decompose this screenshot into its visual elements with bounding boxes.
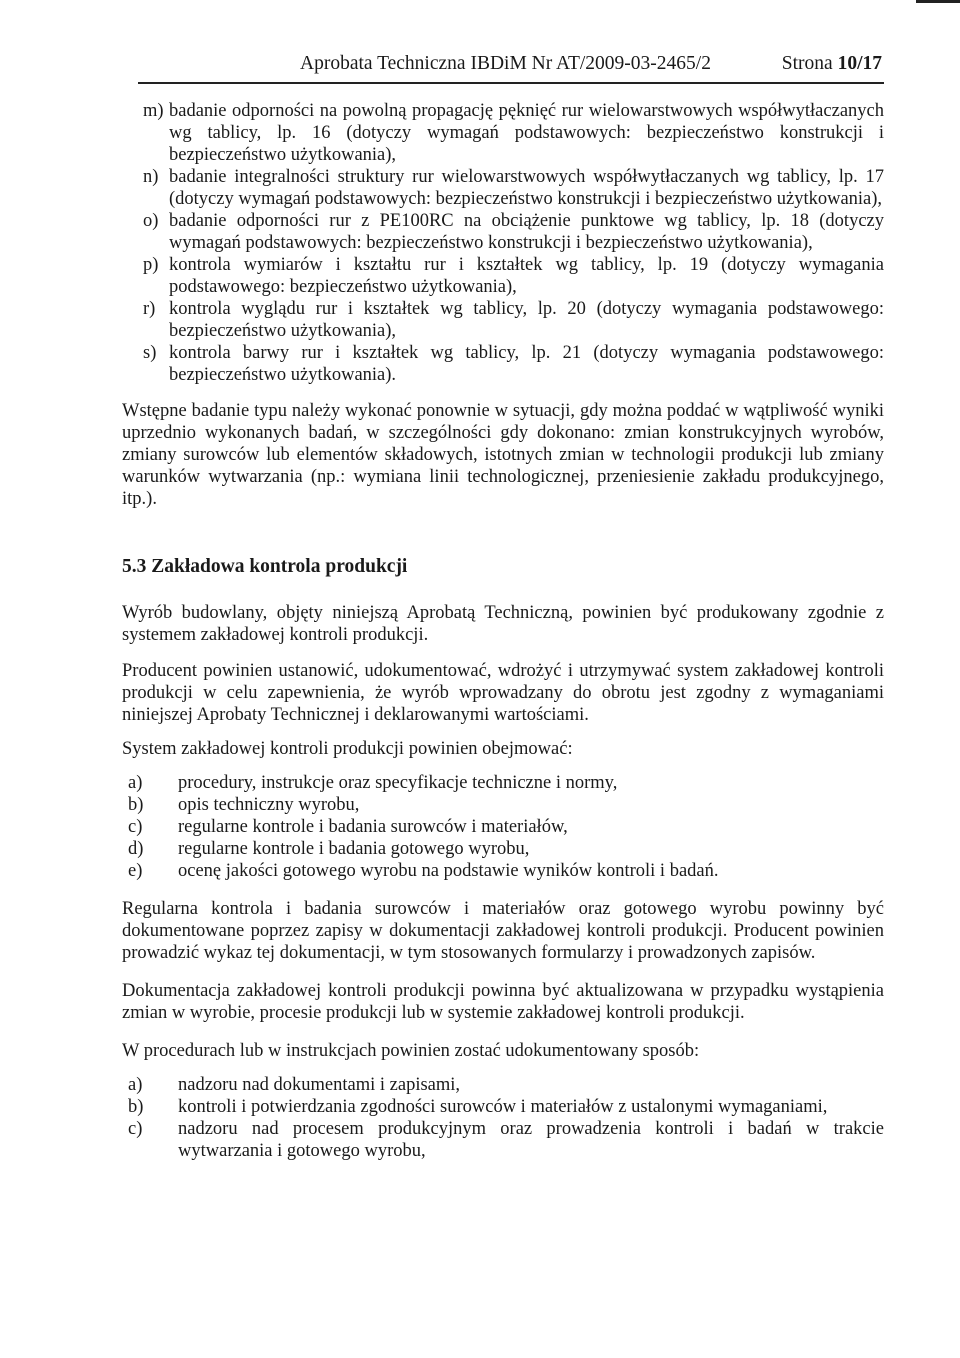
- paragraph: System zakładowej kontroli produkcji powinien obejmować:: [122, 739, 573, 759]
- section-title: Zakładowa kontrola produkcji: [151, 556, 408, 577]
- list-item-text: kontroli i potwierdzania zgodności surowców i materiałów z ustalonymi wymaganiami,: [178, 1097, 828, 1117]
- list-item: [143, 342, 884, 386]
- list-item: [128, 838, 884, 860]
- list-item-label: a): [128, 773, 143, 793]
- list-item: [143, 210, 884, 254]
- page-number-value: 10/17: [837, 53, 882, 74]
- list-item-text: regularne kontrole i badania gotowego wyrobu,: [178, 839, 530, 859]
- list-item-text: regularne kontrole i badania surowców i materiałów,: [178, 817, 568, 837]
- list-item-text: nadzoru nad dokumentami i zapisami,: [178, 1075, 461, 1095]
- list-item-label: c): [128, 1119, 143, 1139]
- paragraph: Wyrób budowlany, objęty niniejszą Aprobatą Techniczną, powinien być produkowany zgodnie z systemem zakładowej kontroli produkcji.: [122, 603, 884, 645]
- list-item: [143, 298, 884, 342]
- list-item-label: o): [143, 211, 159, 231]
- list-item: [128, 794, 884, 816]
- list-item: [128, 816, 884, 838]
- page-label: Strona: [781, 53, 833, 74]
- page-number: [782, 52, 882, 76]
- list-item-label: m): [143, 101, 164, 121]
- section-number: 5.3: [122, 556, 147, 577]
- list-item-label: b): [128, 795, 144, 815]
- list-item-label: s): [143, 343, 157, 363]
- list-item: [143, 100, 884, 166]
- list-item-label: e): [128, 861, 143, 881]
- paragraph: Producent powinien ustanowić, udokumentować, wdrożyć i utrzymywać system zakładowej kontroli produkcji w celu zapewnienia, że wyrób wprowadzany do obrotu jest zgodny z wymaganiami niniejszej Aprobaty Technicznej i deklarowanymi wartościami.: [122, 661, 884, 725]
- list-item-label: a): [128, 1075, 143, 1095]
- list-item-label: p): [143, 255, 159, 275]
- list-item-label: r): [143, 299, 156, 319]
- list-item-text: kontrola wyglądu rur i kształtek wg tablicy, lp. 20 (dotyczy wymagania podstawowego: bezpieczeństwo użytkowania),: [169, 299, 884, 341]
- list-item-text: kontrola wymiarów i kształtu rur i kształtek wg tablicy, lp. 19 (dotyczy wymagania podstawowego: bezpieczeństwo użytkowania),: [169, 255, 884, 297]
- list-item-text: badanie odporności rur z PE100RC na obciążenie punktowe wg tablicy, lp. 18 (dotyczy wymagań podstawowych: bezpieczeństwo konstrukcji i bezpieczeństwo użytkowania),: [169, 211, 884, 253]
- tests-list: [143, 100, 884, 386]
- paragraph: W procedurach lub w instrukcjach powinien zostać udokumentowany sposób:: [122, 1041, 700, 1061]
- list-item-text: nadzoru nad procesem produkcyjnym oraz prowadzenia kontroli i badań w trakcie wytwarzania i gotowego wyrobu,: [178, 1119, 884, 1161]
- paragraph-initial-testing: Wstępne badanie typu należy wykonać ponownie w sytuacji, gdy można poddać w wątpliwość wyniki uprzednio wykonanych badań, w szczególności gdy dokonano: zmian konstrukcyjnych wyrobów, zmiany surowców lub elementów składowych, istotnych zmian w technologii produkcji lub zmiany warunków wytwarzania (np.: wymiana linii technologicznej, przeniesienie zakładu produkcyjnego, itp.).: [122, 401, 884, 509]
- list-item-text: badanie integralności struktury rur wielowarstwowych współwytłaczanych wg tablicy, lp. 17 (dotyczy wymagań podstawowych: bezpieczeństwo konstrukcji i bezpieczeństwo użytkowania),: [169, 167, 884, 209]
- list-item-label: c): [128, 817, 143, 837]
- section-heading: [122, 556, 884, 578]
- list-item: [128, 1096, 884, 1118]
- list-item-label: n): [143, 167, 159, 187]
- list-item: [143, 166, 884, 210]
- list-item: [128, 1074, 884, 1096]
- paragraph: Regularna kontrola i badania surowców i materiałów oraz gotowego wyrobu powinny być dokumentowane poprzez zapisy w dokumentacji zakładowej kontroli produkcji. Producent powinien prowadzić wykaz tej dokumentacji, w tym stosowanych formularzy i prowadzonych zapisów.: [122, 899, 884, 963]
- scan-edge-mark: [916, 0, 960, 3]
- list-item-label: d): [128, 839, 144, 859]
- list-item-text: procedury, instrukcje oraz specyfikacje techniczne i normy,: [178, 773, 618, 793]
- list-item-text: opis techniczny wyrobu,: [178, 795, 360, 815]
- list-item-label: b): [128, 1097, 144, 1117]
- list-item: [128, 1118, 884, 1162]
- list-item: [143, 254, 884, 298]
- procedures-list: [128, 1074, 884, 1162]
- list-item: [128, 860, 884, 882]
- document-title: Aprobata Techniczna IBDiM Nr AT/2009-03-2465/2: [300, 53, 711, 74]
- page-content: [122, 98, 884, 1162]
- list-item: [128, 772, 884, 794]
- list-item-text: ocenę jakości gotowego wyrobu na podstawie wyników kontroli i badań.: [178, 861, 719, 881]
- list-item-text: kontrola barwy rur i kształtek wg tablicy, lp. 21 (dotyczy wymagania podstawowego: bezpieczeństwo użytkowania).: [169, 343, 884, 385]
- header-rule: [138, 82, 884, 84]
- paragraph: Dokumentacja zakładowej kontroli produkcji powinna być aktualizowana w przypadku wystąpienia zmian w wyrobie, procesie produkcji lub w systemie zakładowej kontroli produkcji.: [122, 981, 884, 1023]
- system-list: [128, 772, 884, 882]
- list-item-text: badanie odporności na powolną propagację pęknięć rur wielowarstwowych współwytłaczanych wg tablicy, lp. 16 (dotyczy wymagań podstawowych: bezpieczeństwo konstrukcji i bezpieczeństwo użytkowania),: [169, 101, 884, 165]
